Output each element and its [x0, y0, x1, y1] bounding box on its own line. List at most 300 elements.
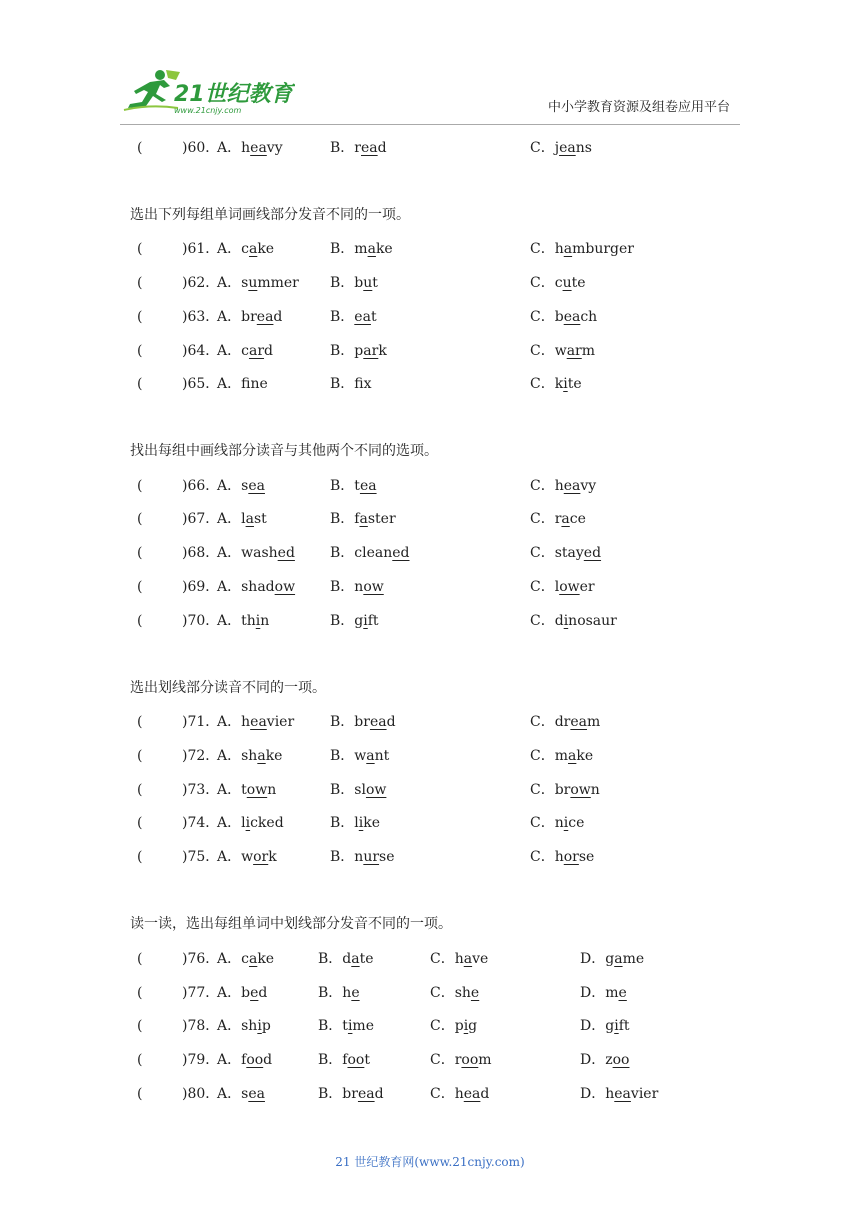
question-number: )63．	[182, 309, 220, 325]
question-number: )73．	[182, 782, 220, 798]
option-c[interactable]	[530, 137, 592, 159]
option-b[interactable]	[318, 1083, 384, 1105]
option-b[interactable]	[318, 948, 374, 970]
word-part: dr	[554, 714, 571, 730]
underlined-part: a	[248, 951, 258, 967]
word-part: mburger	[572, 241, 634, 257]
option-a[interactable]	[217, 745, 282, 767]
option-letter: A．	[217, 714, 242, 730]
underlined-part: ea	[250, 714, 267, 730]
section-instruction: 找出每组中画线部分读音与其他两个不同的选项。	[130, 443, 438, 459]
word-part: x	[363, 376, 372, 392]
word-part: c	[554, 275, 563, 291]
option-letter: C．	[530, 714, 555, 730]
answer-blank[interactable]: (	[137, 1086, 143, 1102]
option-letter: A．	[217, 613, 242, 629]
option-b[interactable]	[318, 1049, 370, 1071]
option-d[interactable]	[580, 1049, 629, 1071]
option-c[interactable]	[530, 272, 586, 294]
word-part: g	[605, 951, 615, 967]
question-row	[0, 982, 860, 1004]
answer-blank[interactable]: (	[137, 985, 143, 1001]
option-c[interactable]	[530, 542, 601, 564]
word-part: p	[261, 1018, 271, 1034]
option-a[interactable]	[217, 982, 267, 1004]
svg-text:21世纪教育: 21世纪教育	[174, 82, 293, 107]
answer-blank[interactable]: (	[137, 1052, 143, 1068]
option-a[interactable]	[217, 1083, 265, 1105]
answer-blank[interactable]: (	[137, 613, 143, 629]
option-letter: C．	[530, 579, 555, 595]
underlined-part: a	[463, 951, 473, 967]
underlined-part: ea	[563, 309, 581, 325]
underlined-part: i	[255, 613, 261, 629]
underlined-part: ea	[563, 478, 581, 494]
option-a[interactable]	[217, 1015, 271, 1037]
word-part: l	[241, 511, 246, 527]
answer-blank[interactable]: (	[137, 275, 143, 291]
option-letter: A．	[217, 815, 242, 831]
word-part: k	[554, 376, 564, 392]
underlined-part: oo	[461, 1052, 479, 1068]
option-letter: A．	[217, 985, 242, 1001]
question-row	[0, 745, 860, 767]
option-a[interactable]	[217, 508, 267, 530]
question-row	[0, 948, 860, 970]
answer-blank[interactable]: (	[137, 241, 143, 257]
word-part: g	[354, 613, 364, 629]
word-part: h	[605, 1086, 615, 1102]
word-part: h	[554, 849, 564, 865]
word-part: d	[480, 1086, 490, 1102]
word-part: d	[263, 1052, 273, 1068]
option-a[interactable]	[217, 948, 274, 970]
word-part: clean	[354, 545, 393, 561]
option-letter: B．	[330, 309, 355, 325]
word-part: m	[478, 1052, 492, 1068]
question-number: )75．	[182, 849, 220, 865]
word-part: vy	[266, 140, 283, 156]
question-number: )79．	[182, 1052, 220, 1068]
option-c[interactable]	[530, 745, 593, 767]
answer-blank[interactable]: (	[137, 748, 143, 764]
option-c[interactable]	[530, 475, 596, 497]
question-row	[0, 846, 860, 868]
word-part: g	[605, 1018, 615, 1034]
option-letter: A．	[217, 376, 242, 392]
option-a[interactable]	[217, 812, 284, 834]
word-part: vier	[630, 1086, 659, 1102]
option-a[interactable]	[217, 542, 295, 564]
word-part: sh	[241, 1018, 258, 1034]
word-part: d	[377, 140, 387, 156]
answer-blank[interactable]: (	[137, 815, 143, 831]
question-row	[0, 272, 860, 294]
question-number: )80．	[182, 1086, 220, 1102]
option-c[interactable]	[530, 779, 600, 801]
word-part: d	[554, 613, 564, 629]
question-row	[0, 340, 860, 362]
word-part: h	[554, 241, 564, 257]
underlined-part: a	[367, 241, 376, 257]
underlined-part: ea	[357, 1086, 375, 1102]
option-b[interactable]	[330, 812, 380, 834]
underlined-part: ea	[361, 140, 378, 156]
word-part: n	[554, 815, 564, 831]
underlined-part: e	[470, 985, 480, 1001]
option-d[interactable]	[580, 1015, 630, 1037]
word-part: c	[241, 241, 249, 257]
word-part: wash	[241, 545, 278, 561]
option-b[interactable]	[318, 1015, 374, 1037]
option-a[interactable]	[217, 846, 277, 868]
word-part: r	[554, 511, 562, 527]
answer-blank[interactable]: (	[137, 140, 143, 156]
option-a[interactable]	[217, 137, 283, 159]
underlined-part: oo	[612, 1052, 630, 1068]
logo	[120, 66, 295, 116]
underlined-part: u	[363, 275, 373, 291]
option-letter: B．	[330, 343, 355, 359]
underlined-part: ow	[246, 782, 268, 798]
underlined-part: ed	[277, 545, 295, 561]
option-c[interactable]	[530, 373, 582, 395]
option-b[interactable]	[330, 576, 384, 598]
option-b[interactable]	[330, 610, 379, 632]
option-a[interactable]	[217, 779, 276, 801]
option-a[interactable]	[217, 475, 265, 497]
word-part: stay	[554, 545, 584, 561]
option-b[interactable]	[330, 238, 393, 260]
word-part: te	[571, 275, 586, 291]
word-part: t	[354, 478, 360, 494]
word-part: ce	[569, 511, 586, 527]
word-part: t	[370, 309, 377, 325]
option-c[interactable]	[430, 982, 479, 1004]
word-part: br	[342, 1086, 358, 1102]
option-letter: B．	[318, 985, 343, 1001]
option-letter: C．	[530, 511, 555, 527]
word-part: l	[354, 815, 359, 831]
word-part: t	[364, 1052, 370, 1068]
word-part: te	[567, 376, 582, 392]
word-part: se	[379, 849, 395, 865]
option-letter: A．	[217, 849, 242, 865]
option-a[interactable]	[217, 272, 299, 294]
underlined-part: a	[257, 748, 266, 764]
underlined-part: ar	[248, 343, 265, 359]
option-c[interactable]	[530, 306, 597, 328]
option-letter: B．	[330, 140, 355, 156]
svg-text:www.21cnjy.com: www.21cnjy.com	[174, 106, 242, 115]
option-b[interactable]	[330, 779, 386, 801]
word-part: er	[579, 579, 595, 595]
option-c[interactable]	[430, 1015, 477, 1037]
option-b[interactable]	[330, 508, 396, 530]
underlined-part: ea	[359, 478, 377, 494]
word-part: w	[354, 748, 367, 764]
word-part: r	[454, 1052, 462, 1068]
word-part: ke	[257, 951, 275, 967]
option-a[interactable]	[217, 238, 274, 260]
underlined-part: ea	[248, 478, 265, 494]
underlined-part: ow	[363, 579, 384, 595]
word-part: d	[374, 1086, 384, 1102]
word-part: f	[241, 376, 251, 392]
option-letter: C．	[430, 951, 455, 967]
option-letter: C．	[530, 748, 555, 764]
option-c[interactable]	[530, 340, 595, 362]
underlined-part: i	[347, 1018, 353, 1034]
option-c[interactable]	[530, 610, 617, 632]
question-number: )77．	[182, 985, 220, 1001]
answer-blank[interactable]: (	[137, 478, 143, 494]
answer-blank[interactable]: (	[137, 782, 143, 798]
underlined-part: e	[618, 985, 627, 1001]
word-part: s	[241, 275, 249, 291]
option-letter: B．	[330, 545, 355, 561]
question-number: )72．	[182, 748, 220, 764]
answer-blank[interactable]: (	[137, 849, 143, 865]
option-letter: B．	[318, 951, 343, 967]
word-part: b	[354, 275, 364, 291]
word-part: k	[378, 343, 387, 359]
question-number: )61．	[182, 241, 220, 257]
option-b[interactable]	[330, 542, 410, 564]
word-part: k	[268, 849, 277, 865]
option-letter: B．	[318, 1052, 343, 1068]
option-c[interactable]	[530, 508, 586, 530]
section-instruction: 选出划线部分读音不同的一项。	[130, 680, 326, 696]
word-part: h	[241, 140, 251, 156]
option-letter: B．	[330, 579, 355, 595]
section-instruction: 读一读，选出每组单词中划线部分发音不同的一项。	[130, 916, 452, 932]
question-number: )60．	[182, 140, 220, 156]
question-row	[0, 475, 860, 497]
option-c[interactable]	[430, 1083, 489, 1105]
word-part: g	[468, 1018, 478, 1034]
word-part: ft	[618, 1018, 630, 1034]
option-letter: A．	[217, 748, 242, 764]
option-letter: B．	[330, 478, 355, 494]
word-part: ce	[568, 815, 585, 831]
question-row	[0, 576, 860, 598]
answer-blank[interactable]: (	[137, 714, 143, 730]
word-part: br	[554, 782, 571, 798]
option-letter: A．	[217, 140, 242, 156]
word-part: c	[241, 951, 249, 967]
underlined-part: i	[245, 815, 251, 831]
question-number: )71．	[182, 714, 220, 730]
word-part: br	[354, 714, 370, 730]
option-letter: B．	[330, 714, 355, 730]
word-part: d	[342, 951, 352, 967]
option-b[interactable]	[330, 340, 387, 362]
underlined-part: a	[245, 511, 254, 527]
option-a[interactable]	[217, 306, 282, 328]
option-letter: A．	[217, 241, 242, 257]
word-part: w	[241, 849, 254, 865]
option-letter: A．	[217, 1052, 242, 1068]
option-d[interactable]	[580, 982, 627, 1004]
word-part: m	[554, 748, 568, 764]
word-part: t	[241, 782, 247, 798]
answer-blank[interactable]: (	[137, 1018, 143, 1034]
answer-blank[interactable]: (	[137, 376, 143, 392]
underlined-part: a	[568, 748, 577, 764]
word-part: n	[260, 613, 270, 629]
option-letter: C．	[530, 782, 555, 798]
option-b[interactable]	[330, 373, 372, 395]
option-a[interactable]	[217, 1049, 272, 1071]
option-c[interactable]	[430, 1049, 492, 1071]
question-row	[0, 542, 860, 564]
option-b[interactable]	[330, 846, 395, 868]
underlined-part: ed	[583, 545, 602, 561]
answer-blank[interactable]: (	[137, 545, 143, 561]
option-b[interactable]	[330, 745, 389, 767]
page-header	[0, 0, 860, 125]
question-number: )70．	[182, 613, 220, 629]
underlined-part: u	[248, 275, 258, 291]
option-letter: D．	[580, 1052, 606, 1068]
option-letter: B．	[330, 849, 355, 865]
option-letter: B．	[318, 1086, 343, 1102]
answer-blank[interactable]: (	[137, 309, 143, 325]
question-number: )67．	[182, 511, 220, 527]
option-letter: C．	[530, 613, 555, 629]
option-b[interactable]	[330, 306, 377, 328]
option-letter: A．	[217, 478, 242, 494]
word-part: b	[554, 309, 564, 325]
option-c[interactable]	[430, 948, 488, 970]
option-c[interactable]	[530, 846, 594, 868]
underlined-part: ea	[256, 309, 274, 325]
word-part: ke	[576, 748, 594, 764]
option-letter: B．	[330, 782, 355, 798]
underlined-part: a	[359, 511, 368, 527]
word-part: sl	[354, 782, 366, 798]
word-part: d	[386, 714, 396, 730]
option-letter: D．	[580, 951, 606, 967]
option-b[interactable]	[330, 137, 387, 159]
option-c[interactable]	[530, 812, 584, 834]
question-row	[0, 1049, 860, 1071]
underlined-part: a	[563, 241, 573, 257]
word-part: se	[578, 849, 595, 865]
word-part: h	[454, 951, 464, 967]
answer-blank[interactable]: (	[137, 343, 143, 359]
option-a[interactable]	[217, 340, 273, 362]
option-c[interactable]	[530, 576, 595, 598]
underlined-part: a	[366, 748, 375, 764]
option-letter: C．	[530, 241, 555, 257]
word-part: t	[342, 1018, 348, 1034]
option-letter: C．	[530, 545, 555, 561]
word-part: ne	[250, 376, 268, 392]
option-letter: C．	[430, 1086, 455, 1102]
word-part: me	[622, 951, 645, 967]
option-b[interactable]	[330, 475, 377, 497]
question-row	[0, 137, 860, 159]
platform-text: 中小学教育资源及组卷应用平台	[547, 100, 730, 115]
option-letter: C．	[530, 478, 555, 494]
word-part: l	[241, 815, 246, 831]
question-number: )74．	[182, 815, 220, 831]
answer-blank[interactable]: (	[137, 579, 143, 595]
word-part: shad	[241, 579, 275, 595]
word-part: ke	[375, 241, 393, 257]
word-part: z	[605, 1052, 613, 1068]
word-part: st	[253, 511, 267, 527]
option-letter: B．	[330, 241, 355, 257]
underlined-part: ea	[248, 1086, 265, 1102]
question-row	[0, 812, 860, 834]
underlined-part: oo	[347, 1052, 365, 1068]
underlined-part: u	[562, 275, 572, 291]
option-d[interactable]	[580, 948, 644, 970]
word-part: h	[554, 478, 564, 494]
word-part: mmer	[257, 275, 299, 291]
word-part: m	[605, 985, 619, 1001]
underlined-part: i	[358, 815, 364, 831]
option-c[interactable]	[530, 711, 600, 733]
question-row	[0, 373, 860, 395]
underlined-part: ea	[570, 714, 588, 730]
word-part: ke	[257, 241, 275, 257]
section-instruction: 选出下列每组单词画线部分发音不同的一项。	[130, 207, 410, 223]
answer-blank[interactable]: (	[137, 951, 143, 967]
word-part: n	[354, 849, 364, 865]
option-letter: C．	[430, 1052, 455, 1068]
word-part: d	[264, 343, 273, 359]
option-letter: A．	[217, 782, 242, 798]
question-number: )64．	[182, 343, 220, 359]
option-b[interactable]	[330, 272, 378, 294]
option-letter: D．	[580, 1018, 606, 1034]
option-letter: A．	[217, 951, 242, 967]
option-a[interactable]	[217, 610, 269, 632]
option-letter: A．	[217, 1018, 242, 1034]
option-letter: A．	[217, 545, 242, 561]
option-b[interactable]	[318, 982, 360, 1004]
word-part: d	[258, 985, 268, 1001]
underlined-part: ea	[369, 714, 387, 730]
option-letter: A．	[217, 309, 242, 325]
word-part: h	[454, 1086, 464, 1102]
word-part: n	[267, 782, 277, 798]
option-b[interactable]	[330, 711, 396, 733]
question-number: )68．	[182, 545, 220, 561]
option-d[interactable]	[580, 1083, 658, 1105]
underlined-part: or	[253, 849, 269, 865]
word-part: r	[354, 140, 361, 156]
answer-blank[interactable]: (	[137, 511, 143, 527]
word-part: ster	[367, 511, 396, 527]
logo-runner-icon	[120, 66, 295, 116]
option-c[interactable]	[530, 238, 634, 260]
footer-text: 21 世纪教育网(www.21cnjy.com)	[335, 1155, 525, 1169]
option-a[interactable]	[217, 576, 295, 598]
underlined-part: e	[250, 985, 259, 1001]
word-part: j	[554, 140, 560, 156]
option-letter: B．	[318, 1018, 343, 1034]
question-number: )65．	[182, 376, 220, 392]
word-part: vy	[580, 478, 597, 494]
option-a[interactable]	[217, 711, 294, 733]
option-letter: A．	[217, 343, 242, 359]
option-a[interactable]	[217, 373, 268, 395]
